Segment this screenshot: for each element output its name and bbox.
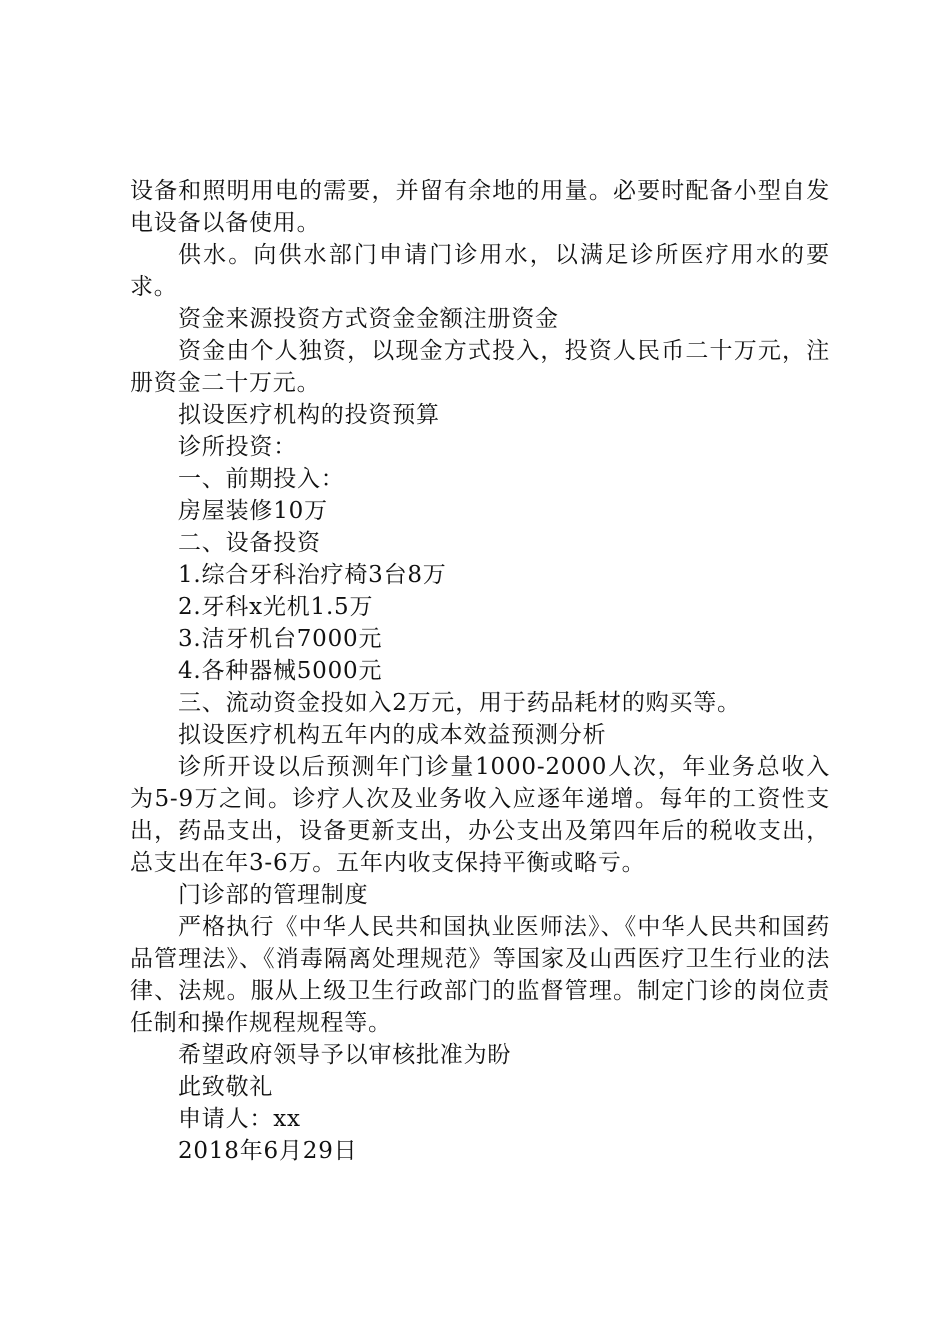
heading-funding-source: 资金来源投资方式资金金额注册资金 (178, 306, 559, 332)
paragraph-management-rules: 严格执行《中华人民共和国执业医师法》、《中华人民共和国药品管理法》、《消毒隔离处理规范》等国家及山西医疗卫生行业的法律、法规。服从上级卫生行政部门的监督管理。制定门诊的岗位责任制和操作规程规程等。 (130, 914, 830, 1036)
line-renovation: 房屋装修10万 (178, 498, 328, 524)
line-date: 2018年6月29日 (178, 1138, 358, 1164)
heading-cost-benefit: 拟设医疗机构五年内的成本效益预测分析 (178, 722, 607, 748)
line-salutation: 此致敬礼 (178, 1074, 274, 1100)
paragraph-funding-detail: 资金由个人独资，以现金方式投入，投资人民币二十万元，注册资金二十万元。 (130, 338, 830, 396)
paragraph-power-supply: 设备和照明用电的需要，并留有余地的用量。必要时配备小型自发电设备以备使用。 (130, 178, 830, 236)
paragraph-cost-benefit: 诊所开设以后预测年门诊量1000-2000人次，年业务总收入为5-9万之间。诊疗人次及业务收入应逐年递增。每年的工资性支出，药品支出，设备更新支出，办公支出及第四年后的税收支出，总支出在年3-6万。五年内收支保持平衡或略亏。 (130, 754, 830, 876)
list-item-scaler: 3.洁牙机台7000元 (178, 626, 383, 652)
line-applicant: 申请人：xx (178, 1106, 301, 1132)
paragraph-water-supply: 供水。向供水部门申请门诊用水，以满足诊所医疗用水的要求。 (130, 242, 830, 300)
heading-investment-budget: 拟设医疗机构的投资预算 (178, 402, 440, 428)
list-item-dental-chair: 1.综合牙科治疗椅3台8万 (178, 562, 447, 588)
line-request-approval: 希望政府领导予以审核批准为盼 (178, 1042, 512, 1068)
list-item-xray: 2.牙科x光机1.5万 (178, 594, 374, 620)
line-initial-investment: 一、前期投入： (178, 466, 345, 492)
list-item-instruments: 4.各种器械5000元 (178, 658, 383, 684)
heading-management-rules: 门诊部的管理制度 (178, 882, 369, 908)
line-working-capital: 三、流动资金投如入2万元，用于药品耗材的购买等。 (178, 690, 741, 716)
line-equipment-investment: 二、设备投资 (178, 530, 321, 556)
document-body (130, 175, 830, 1167)
line-clinic-investment: 诊所投资： (178, 434, 297, 460)
